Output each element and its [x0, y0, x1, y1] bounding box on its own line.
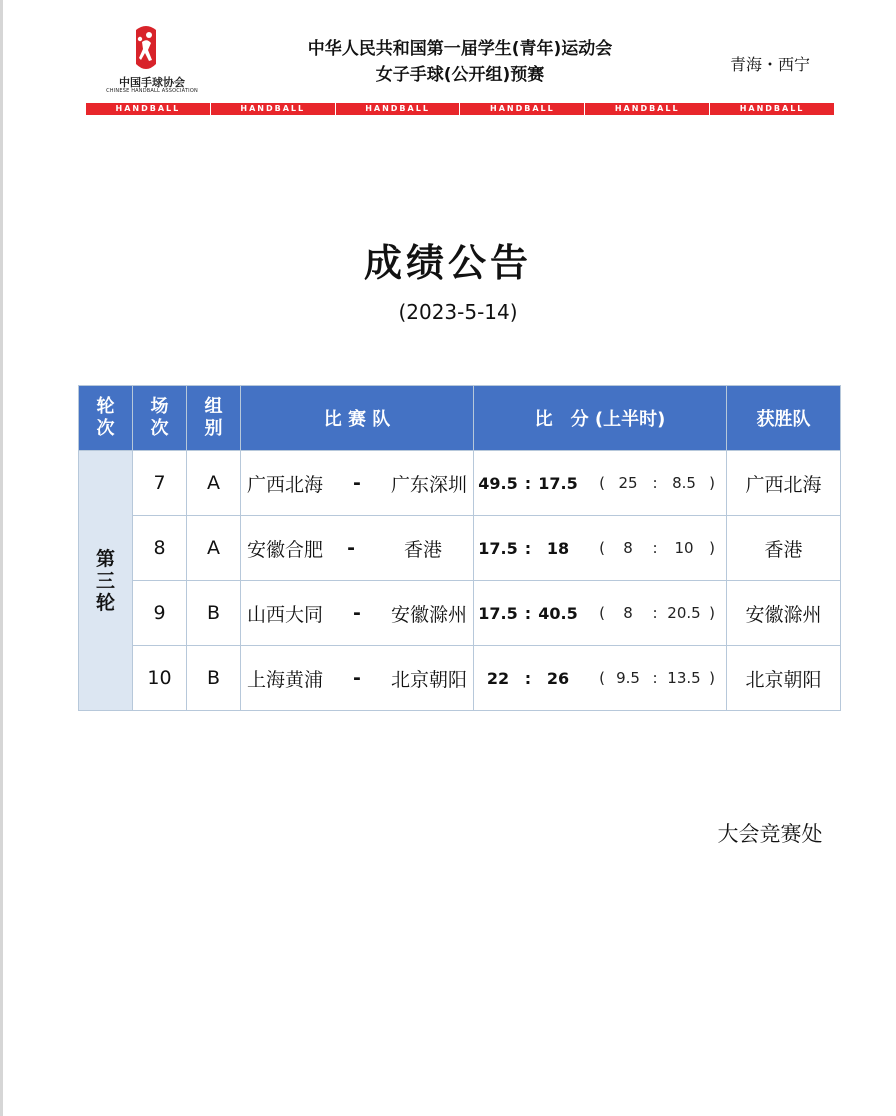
- team-away: 北京朝阳: [390, 668, 467, 691]
- group-label: A: [187, 451, 241, 516]
- team-home: 上海黄浦: [247, 668, 324, 691]
- round-cell: 第 三 轮: [79, 451, 133, 711]
- halftime-score: ( 8 : 20.5 ): [599, 604, 715, 622]
- banner-label: HANDBALL: [585, 103, 710, 115]
- teams-cell: [241, 581, 474, 646]
- halftime-away: 20.5: [667, 604, 701, 622]
- match-number: 8: [133, 516, 187, 581]
- score-home: 22: [486, 668, 510, 688]
- event-title-line1: 中华人民共和国第一届学生(青年)运动会: [307, 39, 613, 59]
- group-label: B: [187, 581, 241, 646]
- score-away: 40.5: [538, 603, 578, 623]
- col-header-teams: 比 赛 队: [241, 386, 474, 451]
- halftime-home: 25: [618, 474, 638, 492]
- halftime-away: 8.5: [672, 474, 696, 492]
- team-away: 香港: [403, 538, 442, 561]
- team-away: 安徽滁州: [390, 603, 467, 626]
- group-label: B: [187, 646, 241, 711]
- teams-cell: [241, 451, 474, 516]
- results-table: [78, 385, 841, 711]
- teams-cell: [241, 516, 474, 581]
- handball-banner: [86, 103, 834, 115]
- col-header-round: 轮 次: [79, 386, 133, 451]
- score-home: 17.5: [478, 538, 518, 558]
- score-cell: 49.5 : 17.5 ( 25 : 8.5 ): [474, 451, 727, 516]
- team-away: 广东深圳: [390, 473, 467, 496]
- banner-label: HANDBALL: [336, 103, 461, 115]
- table-row: [79, 451, 841, 516]
- score-home: 17.5: [478, 603, 518, 623]
- page-edge: [0, 0, 3, 1116]
- winner-team: 北京朝阳: [727, 646, 841, 711]
- winner-team: 安徽滁州: [727, 581, 841, 646]
- halftime-score: ( 9.5 : 13.5 ): [599, 669, 715, 687]
- halftime-score: ( 8 : 10 ): [599, 539, 715, 557]
- halftime-away: 10: [674, 539, 694, 557]
- banner-label: HANDBALL: [739, 104, 805, 113]
- score-cell: 17.5 : 18 ( 8 : 10 ): [474, 516, 727, 581]
- halftime-away: 13.5: [667, 669, 701, 687]
- col-header-winner: 获胜队: [727, 386, 841, 451]
- handball-player-icon: [132, 24, 160, 72]
- team-home: 山西大同: [247, 603, 324, 626]
- event-location: 青海・西宁: [729, 55, 810, 74]
- group-label: A: [187, 516, 241, 581]
- team-separator: -: [347, 537, 355, 559]
- event-title-line2: 女子手球(公开组)预赛: [375, 65, 545, 85]
- banner-label: HANDBALL: [211, 103, 336, 115]
- winner-team: 广西北海: [727, 451, 841, 516]
- halftime-home: 8: [623, 604, 633, 622]
- document-date: (2023-5-14): [398, 300, 518, 324]
- match-number: 9: [133, 581, 187, 646]
- match-number: 10: [133, 646, 187, 711]
- halftime-home: 8: [623, 539, 633, 557]
- score-cell: 22 : 26 ( 9.5 : 13.5 ): [474, 646, 727, 711]
- score-home: 49.5: [478, 473, 518, 493]
- event-title: [250, 36, 670, 88]
- issuer-signature: 大会竞赛处: [717, 822, 823, 846]
- teams-cell: [241, 646, 474, 711]
- table-row: [79, 646, 841, 711]
- match-number: 7: [133, 451, 187, 516]
- logo-chinese-name: 中国手球协会: [119, 76, 185, 89]
- association-logo: [104, 24, 200, 96]
- score-away: 26: [546, 668, 570, 688]
- halftime-home: 9.5: [616, 669, 640, 687]
- score-cell: 17.5 : 40.5 ( 8 : 20.5 ): [474, 581, 727, 646]
- banner-label: HANDBALL: [86, 103, 211, 115]
- banner-label: HANDBALL: [460, 103, 585, 115]
- table-row: [79, 581, 841, 646]
- team-separator: -: [353, 602, 361, 624]
- halftime-score: ( 25 : 8.5 ): [599, 474, 715, 492]
- team-separator: -: [353, 667, 361, 689]
- col-header-group: 组 别: [187, 386, 241, 451]
- table-row: [79, 516, 841, 581]
- winner-team: 香港: [727, 516, 841, 581]
- document-title: 成绩公告: [363, 241, 532, 285]
- team-home: 广西北海: [247, 473, 324, 496]
- table-header-row: [79, 386, 841, 451]
- score-away: 18: [546, 538, 570, 558]
- logo-english-name: CHINESE HANDBALL ASSOCIATION: [106, 88, 198, 94]
- col-header-match: 场 次: [133, 386, 187, 451]
- col-header-score: 比 分 (上半时): [474, 386, 727, 451]
- team-home: 安徽合肥: [247, 538, 324, 561]
- score-away: 17.5: [538, 473, 578, 493]
- team-separator: -: [353, 472, 361, 494]
